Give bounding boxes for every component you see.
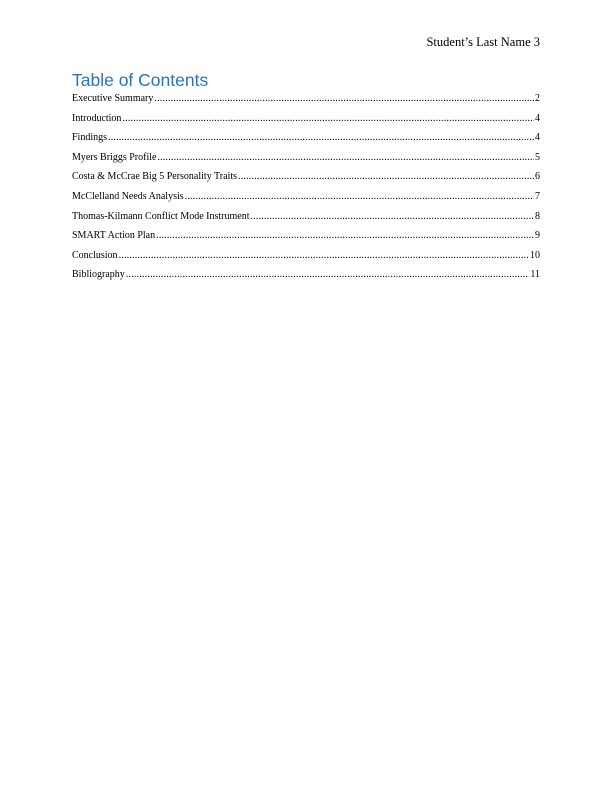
toc-entry-page: 5: [535, 151, 540, 163]
toc-entry-page: 2: [535, 93, 540, 104]
toc-dot-leader: [154, 92, 534, 106]
toc-entry-label: Thomas-Kilmann Conflict Mode Instrument: [72, 210, 250, 222]
toc-dot-leader: [156, 229, 534, 243]
toc-entry-page: 9: [535, 230, 540, 242]
toc-entry-page: 8: [535, 210, 540, 222]
toc-list: [72, 92, 540, 288]
toc-entry-introduction[interactable]: [72, 112, 540, 132]
toc-title: Table of Contents: [72, 70, 209, 90]
toc-dot-leader: [126, 268, 530, 282]
toc-dot-leader: [108, 131, 534, 145]
running-header: Student’s Last Name 3: [426, 35, 540, 49]
toc-dot-leader: [119, 249, 529, 263]
toc-entry-conclusion[interactable]: [72, 249, 540, 269]
toc-entry-label: Myers Briggs Profile: [72, 151, 157, 163]
toc-entry-thomas-kilmann[interactable]: [72, 210, 540, 230]
toc-entry-page: 7: [535, 190, 540, 202]
toc-entry-page: 4: [535, 112, 540, 124]
toc-entry-page: 11: [530, 269, 540, 281]
toc-entry-label: SMART Action Plan: [72, 230, 156, 242]
toc-entry-executive-summary[interactable]: [72, 92, 540, 112]
toc-entry-page: 6: [535, 171, 540, 183]
toc-dot-leader: [185, 190, 534, 204]
toc-entry-label: Costa & McCrae Big 5 Personality Traits: [72, 171, 237, 183]
toc-entry-page: 10: [530, 249, 540, 261]
toc-entry-label: Conclusion: [72, 249, 118, 261]
toc-entry-myers-briggs-profile[interactable]: [72, 151, 540, 171]
toc-entry-label: Bibliography: [72, 269, 125, 281]
toc-entry-label: Findings: [72, 132, 108, 144]
toc-entry-findings[interactable]: [72, 131, 540, 151]
toc-entry-smart-action-plan[interactable]: [72, 229, 540, 249]
toc-entry-label: Executive Summary: [72, 93, 154, 104]
toc-dot-leader: [122, 112, 534, 126]
toc-entry-bibliography[interactable]: [72, 268, 540, 288]
toc-dot-leader: [250, 210, 534, 224]
toc-entry-big-5-personality-traits[interactable]: [72, 170, 540, 190]
toc-entry-label: Introduction: [72, 112, 122, 124]
toc-entry-page: 4: [535, 132, 540, 144]
toc-entry-mcclelland-needs-analysis[interactable]: [72, 190, 540, 210]
toc-entry-label: McClelland Needs Analysis: [72, 190, 184, 202]
toc-dot-leader: [238, 170, 534, 184]
toc-dot-leader: [157, 151, 534, 165]
